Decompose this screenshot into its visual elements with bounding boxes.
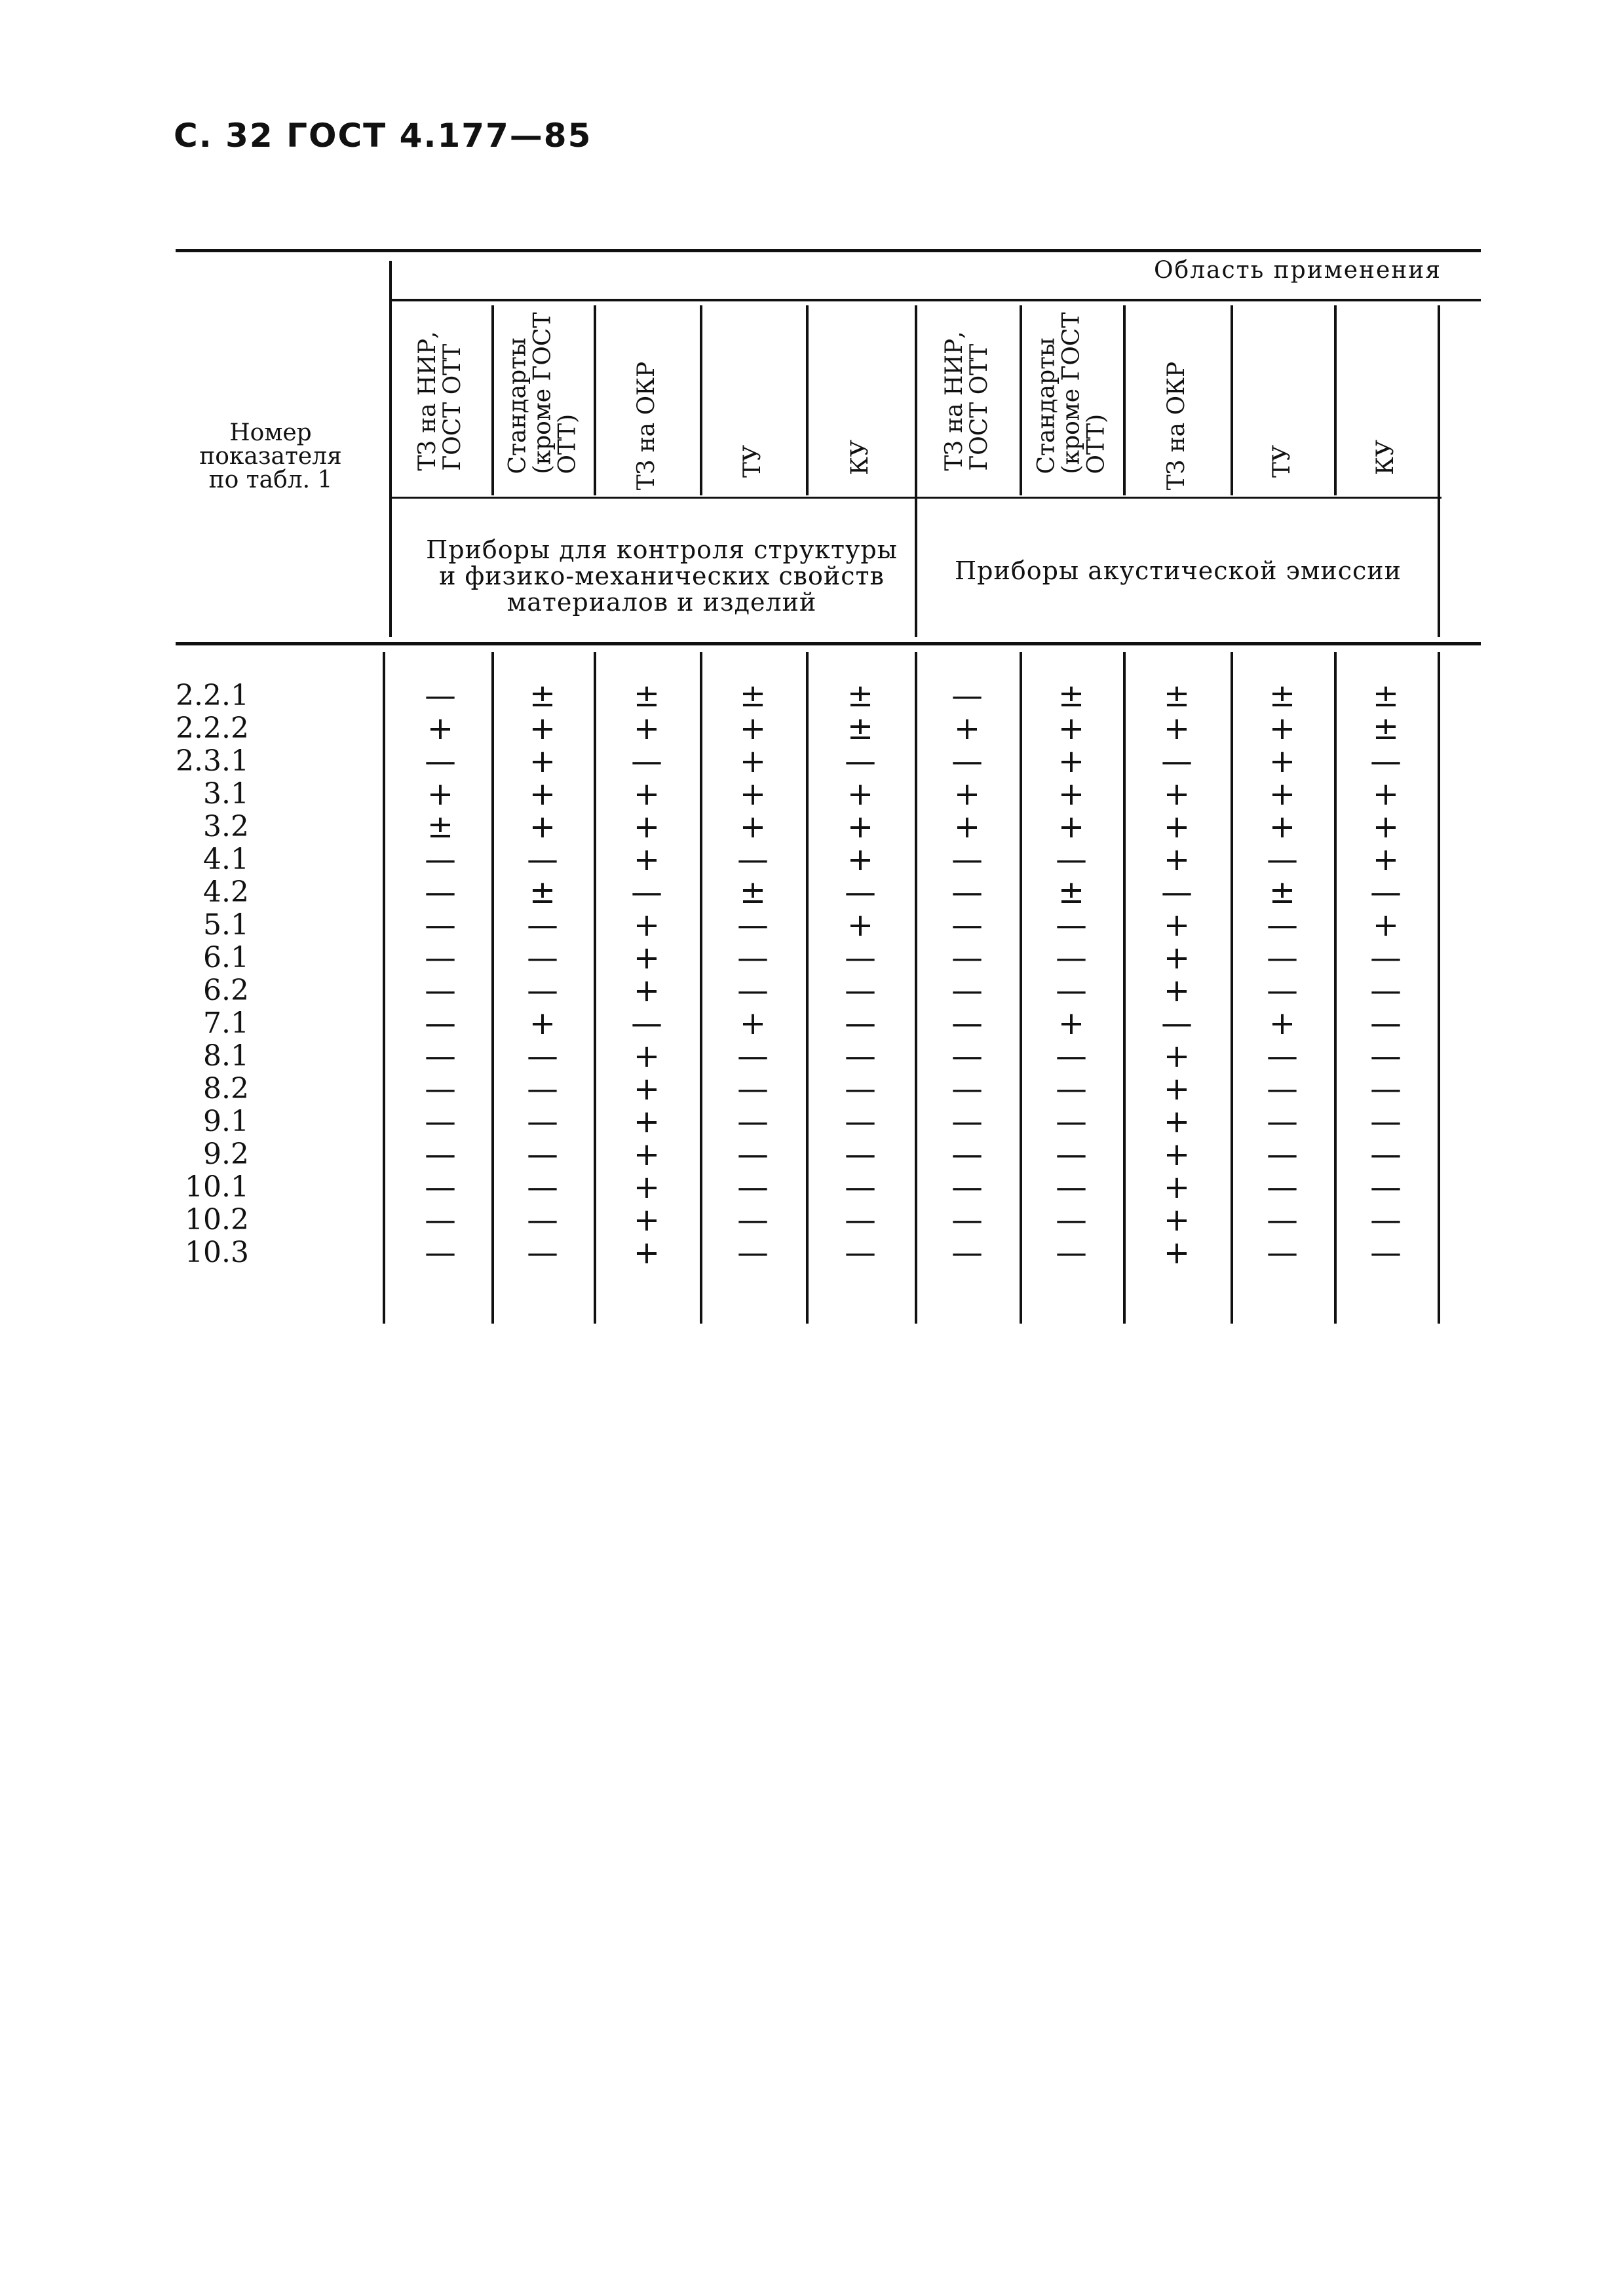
table-cell: —: [737, 1136, 769, 1173]
column-header-tz-nir: ТЗ на НИР, ГОСТ ОТТ: [414, 331, 466, 471]
table-cell: +: [633, 1169, 660, 1206]
table-cell: —: [845, 1169, 876, 1206]
table-cell: +: [1269, 809, 1296, 845]
table-cell: —: [1056, 1071, 1087, 1107]
table-cell: +: [633, 1103, 660, 1140]
table-cell: +: [633, 776, 660, 813]
table-cell: +: [633, 1234, 660, 1271]
table-cell: —: [527, 1136, 558, 1173]
table-cell: —: [1056, 972, 1087, 1009]
column-header-ku: КУ: [847, 440, 874, 475]
body-divider: [700, 652, 702, 1324]
table-cell: ±: [1058, 678, 1085, 714]
table-cell: +: [953, 710, 981, 747]
table-cell: ±: [633, 678, 660, 714]
table-cell: —: [845, 1103, 876, 1140]
body-divider: [594, 652, 596, 1324]
table-cell: —: [1161, 874, 1193, 911]
table-cell: ±: [739, 874, 767, 911]
table-cell: +: [1372, 776, 1400, 813]
row-number: 2.2.1: [176, 679, 249, 712]
table-cell: —: [425, 972, 456, 1009]
table-cell: +: [1163, 1038, 1191, 1075]
table-cell: —: [1267, 1169, 1298, 1206]
row-header-label: Номер показателя по табл. 1: [199, 419, 342, 493]
column-divider: [806, 305, 809, 495]
column-header-tu: ТУ: [1269, 444, 1296, 478]
table-cell: +: [847, 841, 874, 878]
column-header-tz-okr: ТЗ на ОКР: [1163, 361, 1191, 491]
table-cell: —: [737, 940, 769, 976]
table-cell: —: [737, 907, 769, 944]
row-number: 10.3: [185, 1236, 249, 1269]
table-cell: +: [1163, 940, 1191, 976]
table-cell: —: [425, 743, 456, 780]
table-cell: —: [527, 841, 558, 878]
table-cell: +: [1372, 841, 1400, 878]
table-cell: +: [1269, 743, 1296, 780]
table-cell: —: [425, 940, 456, 976]
table-cell: —: [631, 874, 662, 911]
table-cell: +: [1372, 809, 1400, 845]
column-header-tz-nir: ТЗ на НИР, ГОСТ ОТТ: [941, 331, 993, 471]
table-cell: ±: [1372, 710, 1400, 747]
table-cell: —: [845, 743, 876, 780]
table-cell: +: [1163, 1169, 1191, 1206]
table-cell: —: [737, 1038, 769, 1075]
table-cell: ±: [1058, 874, 1085, 911]
table-cell: —: [1370, 1038, 1402, 1075]
row-number: 4.2: [203, 875, 249, 909]
table-cell: +: [739, 743, 767, 780]
table-cell: +: [633, 1071, 660, 1107]
table-cell: —: [737, 1169, 769, 1206]
table-cell: —: [845, 1038, 876, 1075]
body-divider: [1123, 652, 1126, 1324]
row-number: 3.1: [203, 777, 249, 811]
table-cell: —: [1370, 1169, 1402, 1206]
table-cell: —: [1370, 1103, 1402, 1140]
table-cell: +: [1269, 710, 1296, 747]
table-cell: —: [951, 1005, 983, 1042]
table-cell: +: [1058, 710, 1085, 747]
table-cell: —: [1370, 743, 1402, 780]
table-cell: —: [1161, 1005, 1193, 1042]
row-number: 10.2: [185, 1203, 249, 1236]
table-cell: —: [845, 874, 876, 911]
table-cell: —: [737, 1103, 769, 1140]
table-cell: +: [1058, 1005, 1085, 1042]
table-cell: —: [951, 1038, 983, 1075]
group-title-structure-devices: Приборы для контроля структуры и физико-механических свойств материалов и изделий: [426, 535, 898, 617]
table-cell: —: [845, 940, 876, 976]
table-cell: —: [1056, 1038, 1087, 1075]
table-cell: +: [953, 809, 981, 845]
table-cell: +: [529, 776, 556, 813]
table-cell: +: [1163, 1202, 1191, 1238]
row-number: 7.1: [203, 1006, 249, 1040]
table-cell: +: [1058, 776, 1085, 813]
column-divider: [700, 305, 702, 495]
table-cell: +: [1269, 776, 1296, 813]
row-number: 9.1: [203, 1105, 249, 1138]
table-cell: +: [633, 1202, 660, 1238]
column-header-tz-okr: ТЗ на ОКР: [633, 361, 660, 491]
table-cell: ±: [1163, 678, 1191, 714]
table-cell: +: [1163, 809, 1191, 845]
table-cell: —: [425, 1038, 456, 1075]
table-cell: —: [425, 1005, 456, 1042]
group-divider: [915, 305, 917, 637]
body-divider: [383, 652, 385, 1324]
table-cell: +: [1163, 841, 1191, 878]
table-cell: —: [845, 972, 876, 1009]
table-cell: —: [1370, 1005, 1402, 1042]
table-cell: +: [633, 841, 660, 878]
table-cell: +: [1372, 907, 1400, 944]
row-number: 4.1: [203, 843, 249, 876]
table-cell: +: [529, 710, 556, 747]
table-cell: —: [1267, 1234, 1298, 1271]
table-cell: +: [633, 1038, 660, 1075]
table-cell: —: [951, 940, 983, 976]
table-cell: —: [425, 841, 456, 878]
table-cell: —: [1056, 1103, 1087, 1140]
table-cell: —: [527, 1103, 558, 1140]
table-cell: —: [951, 1169, 983, 1206]
column-header-standards: Стандарты (кроме ГОСТ ОТТ): [504, 312, 581, 474]
row-number: 2.2.2: [176, 712, 249, 745]
table-cell: —: [1056, 907, 1087, 944]
table-cell: —: [527, 907, 558, 944]
table-cell: —: [951, 1103, 983, 1140]
table-cell: —: [527, 972, 558, 1009]
column-divider: [594, 305, 596, 495]
column-divider: [491, 305, 494, 495]
table-cell: +: [1269, 1005, 1296, 1042]
table-cell: —: [1267, 1136, 1298, 1173]
row-number: 6.1: [203, 941, 249, 974]
table-cell: —: [951, 907, 983, 944]
table-cell: —: [1056, 940, 1087, 976]
row-number: 9.2: [203, 1138, 249, 1171]
body-divider: [1438, 652, 1440, 1324]
table-cell: —: [425, 1169, 456, 1206]
body-divider: [806, 652, 809, 1324]
table-cell: —: [1267, 1103, 1298, 1140]
table-cell: —: [425, 1071, 456, 1107]
table-cell: +: [1163, 1103, 1191, 1140]
table-cell: +: [953, 776, 981, 813]
table-cell: +: [739, 776, 767, 813]
table-cell: +: [1163, 907, 1191, 944]
table-cell: +: [847, 907, 874, 944]
table-cell: +: [1058, 743, 1085, 780]
column-divider: [1123, 305, 1126, 495]
table-cell: —: [845, 1005, 876, 1042]
column-divider: [1231, 305, 1233, 495]
table-cell: —: [737, 841, 769, 878]
table-cell: —: [1370, 1071, 1402, 1107]
row-header-divider: [389, 261, 392, 637]
table-top-rule: [176, 249, 1481, 252]
table-cell: ±: [739, 678, 767, 714]
table-cell: +: [633, 907, 660, 944]
table-cell: —: [951, 1071, 983, 1107]
table-cell: —: [951, 743, 983, 780]
row-number: 2.3.1: [176, 744, 249, 778]
table-cell: —: [425, 1234, 456, 1271]
table-right-border: [1438, 305, 1440, 637]
table-cell: —: [527, 1038, 558, 1075]
table-cell: —: [845, 1234, 876, 1271]
body-divider: [1334, 652, 1337, 1324]
table-cell: —: [1056, 1234, 1087, 1271]
table-cell: +: [739, 710, 767, 747]
row-number: 8.1: [203, 1039, 249, 1073]
table-cell: +: [1163, 776, 1191, 813]
table-cell: +: [1163, 1234, 1191, 1271]
column-divider: [1334, 305, 1337, 495]
table-cell: +: [1163, 710, 1191, 747]
table-cell: +: [633, 940, 660, 976]
table-cell: —: [1056, 1136, 1087, 1173]
table-cell: +: [1163, 972, 1191, 1009]
table-cell: +: [427, 710, 454, 747]
table-cell: ±: [529, 678, 556, 714]
table-cell: —: [1267, 907, 1298, 944]
table-cell: ±: [847, 678, 874, 714]
table-cell: —: [425, 1136, 456, 1173]
table-cell: —: [1370, 972, 1402, 1009]
table-cell: ±: [1269, 678, 1296, 714]
body-divider: [915, 652, 917, 1324]
table-cell: +: [1163, 1136, 1191, 1173]
table-cell: ±: [529, 874, 556, 911]
column-header-ku: КУ: [1372, 440, 1400, 475]
table-cell: +: [529, 743, 556, 780]
table-cell: —: [737, 972, 769, 1009]
table-cell: +: [847, 776, 874, 813]
table-cell: —: [951, 1136, 983, 1173]
table-cell: —: [845, 1071, 876, 1107]
table-cell: +: [427, 776, 454, 813]
table-cell: —: [951, 874, 983, 911]
table-cell: +: [739, 1005, 767, 1042]
table-cell: —: [527, 1202, 558, 1238]
group-title-acoustic-emission: Приборы акустической эмиссии: [955, 556, 1402, 585]
table-cell: +: [739, 809, 767, 845]
table-header-bottom-rule: [176, 642, 1481, 645]
row-number: 8.2: [203, 1072, 249, 1105]
table-cell: —: [527, 1071, 558, 1107]
column-divider: [1020, 305, 1022, 495]
table-cell: +: [847, 809, 874, 845]
row-number: 6.2: [203, 974, 249, 1007]
page-header: С. 32 ГОСТ 4.177—85: [174, 117, 592, 155]
table-cell: +: [1163, 1071, 1191, 1107]
table-cell: ±: [847, 710, 874, 747]
table-cell: —: [1056, 1202, 1087, 1238]
table-cell: —: [951, 972, 983, 1009]
table-cell: —: [425, 678, 456, 714]
table-cell: —: [425, 1202, 456, 1238]
table-cell: —: [1056, 1169, 1087, 1206]
table-cell: —: [1370, 1136, 1402, 1173]
table-cell: —: [1267, 940, 1298, 976]
table-cell: —: [951, 678, 983, 714]
table-cell: —: [737, 1234, 769, 1271]
table-cell: —: [1267, 972, 1298, 1009]
table-cell: ±: [1269, 874, 1296, 911]
table-cell: —: [1370, 940, 1402, 976]
table-cell: —: [527, 940, 558, 976]
table-cell: —: [1161, 743, 1193, 780]
table-cell: —: [425, 874, 456, 911]
table-cell: +: [529, 1005, 556, 1042]
table-cell: ±: [1372, 678, 1400, 714]
table-cell: +: [529, 809, 556, 845]
body-divider: [1231, 652, 1233, 1324]
table-cell: +: [633, 710, 660, 747]
table-cell: —: [1267, 1202, 1298, 1238]
table-cell: —: [631, 1005, 662, 1042]
body-divider: [1020, 652, 1022, 1324]
column-header-standards: Стандарты (кроме ГОСТ ОТТ): [1033, 312, 1109, 474]
table-cell: +: [633, 809, 660, 845]
table-cell: —: [425, 1103, 456, 1140]
table-cell: —: [1267, 1071, 1298, 1107]
row-number: 5.1: [203, 908, 249, 942]
scope-label: Область применения: [1154, 257, 1442, 284]
table-cell: —: [951, 1202, 983, 1238]
table-cell: —: [1370, 874, 1402, 911]
table-cell: —: [1370, 1234, 1402, 1271]
row-number: 3.2: [203, 810, 249, 843]
scope-rule: [392, 299, 1481, 301]
table-cell: —: [737, 1202, 769, 1238]
table-cell: —: [845, 1136, 876, 1173]
table-cell: —: [425, 907, 456, 944]
table-cell: +: [1058, 809, 1085, 845]
row-number: 10.1: [185, 1170, 249, 1204]
table-cell: ±: [427, 809, 454, 845]
table-cell: —: [527, 1169, 558, 1206]
table-cell: +: [633, 1136, 660, 1173]
table-cell: —: [845, 1202, 876, 1238]
column-header-tu: ТУ: [739, 444, 767, 478]
table-cell: —: [951, 841, 983, 878]
table-cell: —: [631, 743, 662, 780]
table-cell: —: [1267, 841, 1298, 878]
table-cell: —: [737, 1071, 769, 1107]
table-cell: —: [1267, 1038, 1298, 1075]
table-cell: +: [633, 972, 660, 1009]
table-cell: —: [1056, 841, 1087, 878]
table-cell: —: [527, 1234, 558, 1271]
table-cell: —: [951, 1234, 983, 1271]
body-divider: [491, 652, 494, 1324]
table-cell: —: [1370, 1202, 1402, 1238]
